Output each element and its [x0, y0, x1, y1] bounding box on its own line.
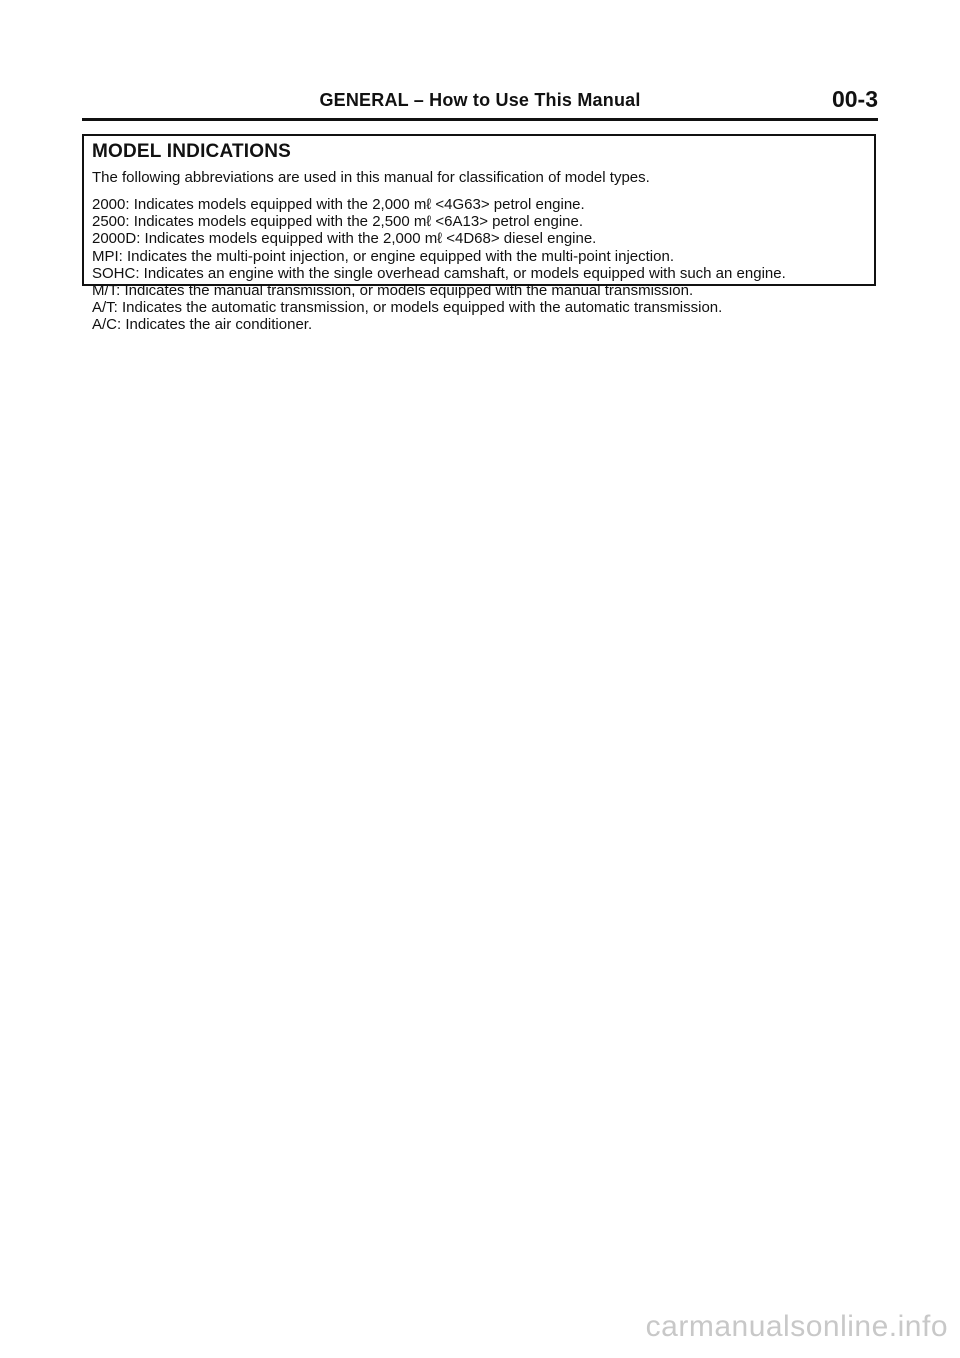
- abbreviation-mt: M/T: Indicates the manual transmission, or models equipped with the manual transmission.: [92, 282, 694, 300]
- abbreviation-mpi: MPI: Indicates the multi-point injection, or engine equipped with the multi-point injection.: [92, 247, 674, 265]
- section-intro: The following abbreviations are used in this manual for classification of model types.: [92, 169, 650, 186]
- abbreviation-2500: 2500: Indicates models equipped with the 2,500 mℓ <6A13> petrol engine.: [92, 213, 584, 231]
- abbreviation-list: [92, 196, 866, 334]
- header-rule: [82, 118, 878, 121]
- abbreviation-ac: A/C: Indicates the air conditioner.: [92, 316, 313, 334]
- model-indications-box: [82, 134, 876, 334]
- abbreviation-2000d: 2000D: Indicates models equipped with the 2,000 mℓ <4D68> diesel engine.: [92, 230, 597, 248]
- abbreviation-2000: 2000: Indicates models equipped with the 2,000 mℓ <4G63> petrol engine.: [92, 196, 585, 213]
- header-title: GENERAL – How to Use This Manual: [319, 90, 641, 110]
- abbreviation-sohc: SOHC: Indicates an engine with the single overhead camshaft, or models equipped with such an engine.: [92, 264, 786, 282]
- watermark: carmanualsonline.info: [645, 1310, 948, 1343]
- section-title: MODEL INDICATIONS: [92, 141, 292, 162]
- page-header: [82, 86, 878, 118]
- page-number: 00-3: [831, 86, 878, 112]
- abbreviation-at: A/T: Indicates the automatic transmission, or models equipped with the automatic transmission.: [92, 299, 723, 317]
